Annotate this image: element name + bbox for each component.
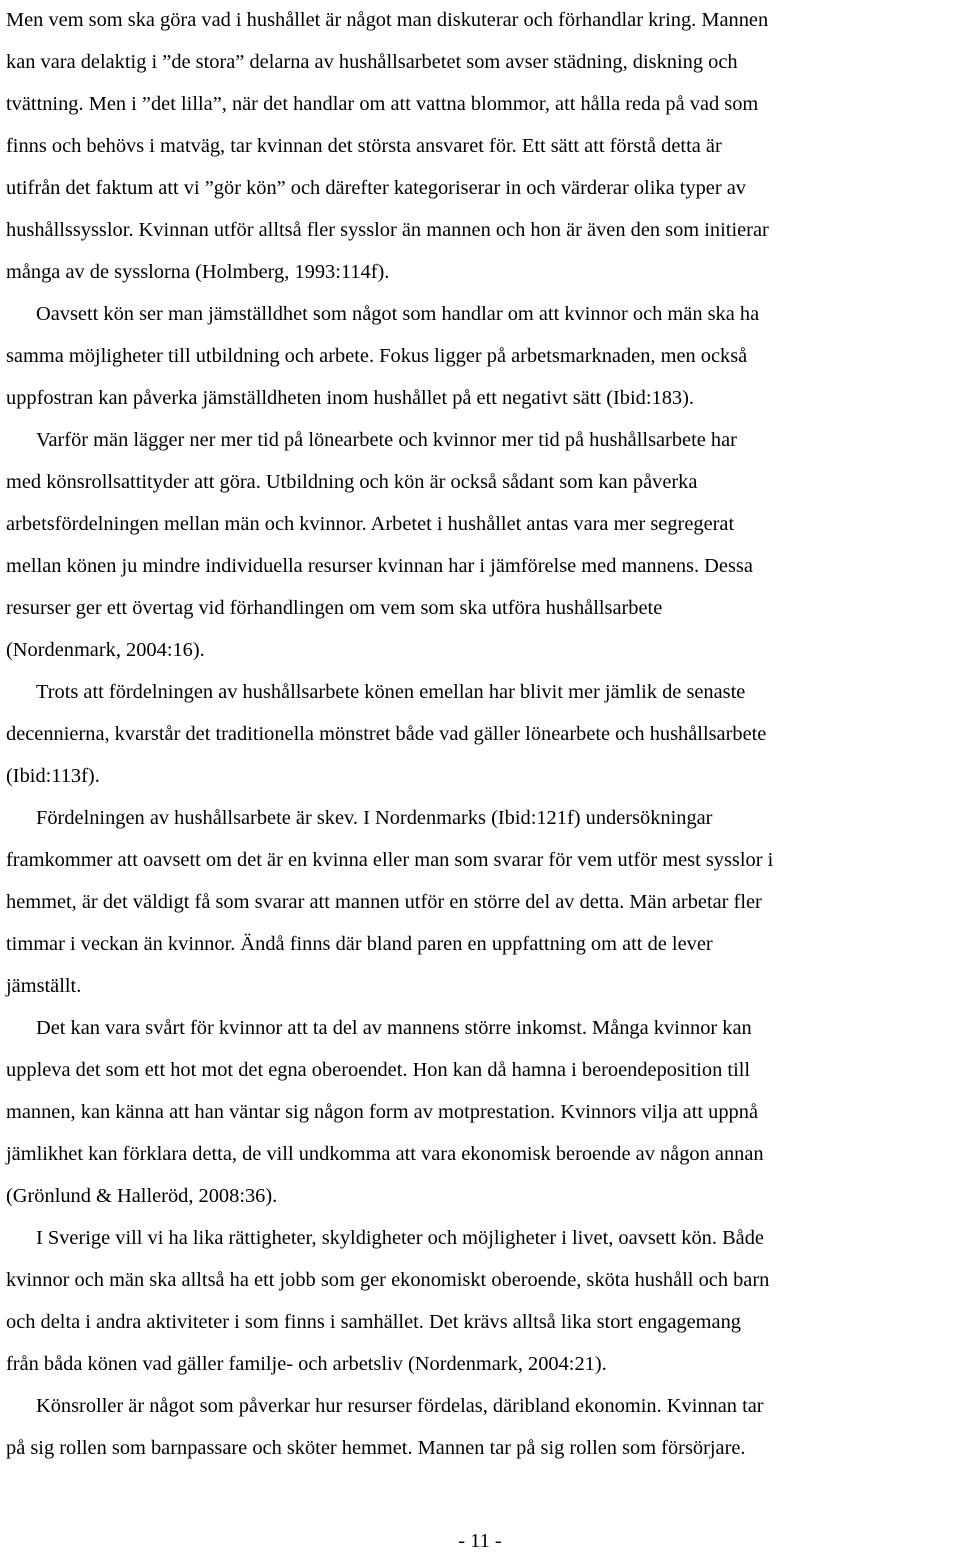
text-line: utifrån det faktum att vi ”gör kön” och därefter kategoriserar in och värderar olika typer av: [6, 177, 746, 199]
text-line: Fördelningen av hushållsarbete är skev. I Nordenmarks (Ibid:121f) undersökningar: [36, 807, 713, 829]
text-line: kan vara delaktig i ”de stora” delarna av hushållsarbetet som avser städning, diskning och: [6, 51, 738, 73]
text-line: tvättning. Men i ”det lilla”, när det handlar om att vattna blommor, att hålla reda på vad som: [6, 93, 759, 115]
text-line: Varför män lägger ner mer tid på lönearbete och kvinnor mer tid på hushållsarbete har: [36, 429, 737, 451]
text-line: arbetsfördelningen mellan män och kvinnor. Arbetet i hushållet antas vara mer segregerat: [6, 513, 735, 535]
text-line: med könsrollsattityder att göra. Utbildning och kön är också sådant som kan påverka: [6, 471, 698, 493]
text-line: (Nordenmark, 2004:16).: [6, 639, 205, 661]
text-line: uppleva det som ett hot mot det egna oberoendet. Hon kan då hamna i beroendeposition till: [6, 1059, 751, 1081]
text-line: Trots att fördelningen av hushållsarbete könen emellan har blivit mer jämlik de senaste: [36, 681, 746, 703]
text-line: I Sverige vill vi ha lika rättigheter, skyldigheter och möjligheter i livet, oavsett kön. Både: [36, 1227, 764, 1249]
body-text: [6, 0, 958, 1469]
text-line: decennierna, kvarstår det traditionella mönstret både vad gäller lönearbete och hushållsarbete: [6, 723, 767, 745]
text-line: från båda könen vad gäller familje- och arbetsliv (Nordenmark, 2004:21).: [6, 1353, 607, 1375]
text-line: framkommer att oavsett om det är en kvinna eller man som svarar för vem utför mest sysslor i: [6, 849, 774, 871]
text-line: mannen, kan känna att han väntar sig någon form av motprestation. Kvinnors vilja att uppnå: [6, 1101, 758, 1123]
text-line: Det kan vara svårt för kvinnor att ta del av mannens större inkomst. Många kvinnor kan: [36, 1017, 752, 1039]
text-line: uppfostran kan påverka jämställdheten inom hushållet på ett negativt sätt (Ibid:183).: [6, 387, 694, 409]
text-line: många av de sysslorna (Holmberg, 1993:114f).: [6, 261, 390, 283]
text-line: hemmet, är det väldigt få som svarar att mannen utför en större del av detta. Män arbetar fler: [6, 891, 762, 913]
text-line: Men vem som ska göra vad i hushållet är något man diskuterar och förhandlar kring. Mannen: [6, 9, 769, 31]
text-line: jämlikhet kan förklara detta, de vill undkomma att vara ekonomisk beroende av någon annan: [6, 1143, 764, 1165]
text-line: finns och behövs i matväg, tar kvinnan det största ansvaret för. Ett sätt att förstå detta är: [6, 135, 722, 157]
text-line: på sig rollen som barnpassare och sköter hemmet. Mannen tar på sig rollen som försörjare.: [6, 1437, 746, 1459]
document-page: [6, 0, 958, 1550]
text-line: hushållssysslor. Kvinnan utför alltså fler sysslor än mannen och hon är även den som initierar: [6, 219, 769, 241]
text-line: resurser ger ett övertag vid förhandlingen om vem som ska utföra hushållsarbete: [6, 597, 663, 619]
text-line: Oavsett kön ser man jämställdhet som något som handlar om att kvinnor och män ska ha: [36, 303, 760, 325]
text-line: (Grönlund & Halleröd, 2008:36).: [6, 1185, 278, 1207]
text-line: kvinnor och män ska alltså ha ett jobb som ger ekonomiskt oberoende, sköta hushåll och barn: [6, 1269, 770, 1291]
text-line: Könsroller är något som påverkar hur resurser fördelas, däribland ekonomin. Kvinnan tar: [36, 1395, 764, 1417]
text-line: och delta i andra aktiviteter i som finns i samhället. Det krävs alltså lika stort engagemang: [6, 1311, 741, 1333]
text-line: timmar i veckan än kvinnor. Ändå finns där bland paren en uppfattning om att de lever: [6, 933, 713, 955]
page-number: - 11 -: [458, 1530, 502, 1552]
text-line: mellan könen ju mindre individuella resurser kvinnan har i jämförelse med mannens. Dessa: [6, 555, 753, 577]
text-line: samma möjligheter till utbildning och arbete. Fokus ligger på arbetsmarknaden, men också: [6, 345, 748, 367]
text-line: (Ibid:113f).: [6, 765, 100, 787]
text-line: jämställt.: [6, 975, 82, 997]
